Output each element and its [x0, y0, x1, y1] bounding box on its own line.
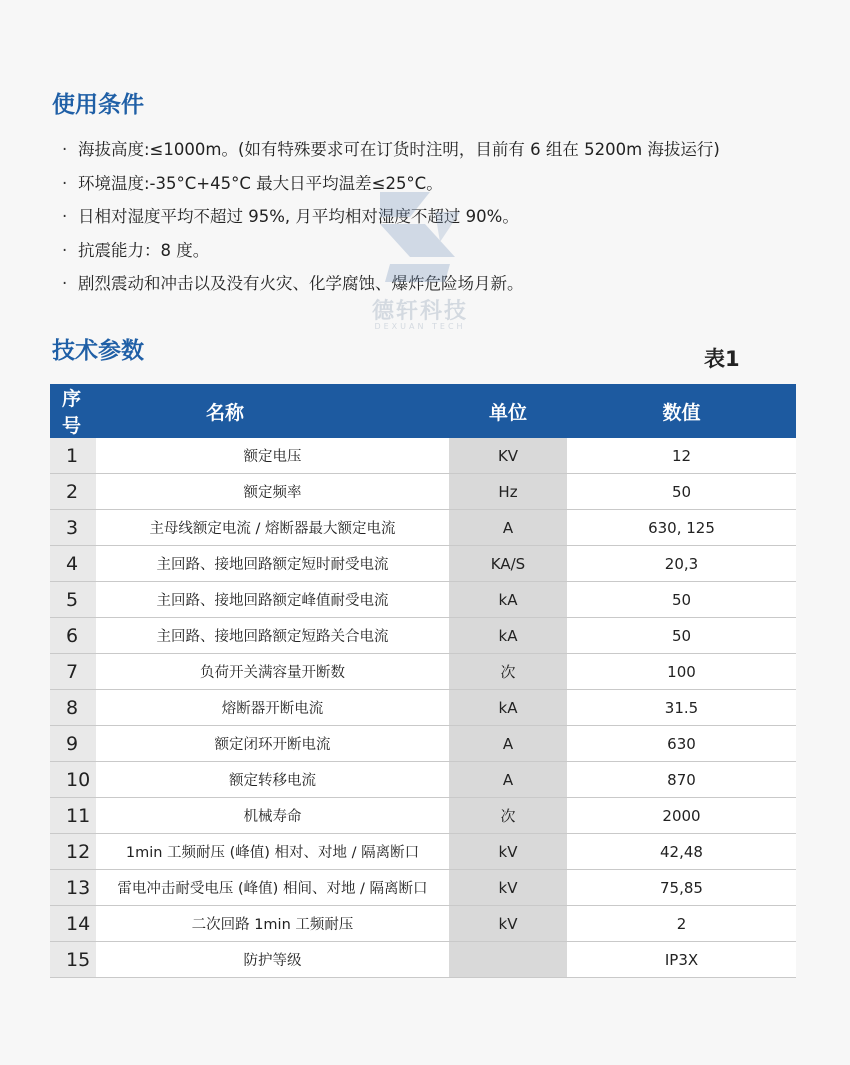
row-index: 15 — [50, 942, 96, 978]
row-value: 630, 125 — [567, 510, 796, 546]
list-item — [62, 267, 720, 301]
row-value: 50 — [567, 474, 796, 510]
row-unit: 次 — [449, 798, 567, 834]
row-index: 1 — [50, 438, 96, 474]
row-unit: Hz — [449, 474, 567, 510]
condition-text: 抗震能力：8 度。 — [78, 240, 210, 260]
table-row — [50, 546, 796, 582]
row-index: 6 — [50, 618, 96, 654]
condition-text: 日相对湿度平均不超过 95%, 月平均相对湿度不超过 90%。 — [78, 207, 519, 226]
table-row — [50, 834, 796, 870]
table-row — [50, 618, 796, 654]
row-name: 负荷开关满容量开断数 — [96, 654, 449, 690]
row-name: 二次回路 1min 工频耐压 — [96, 906, 449, 942]
row-index: 10 — [50, 762, 96, 798]
row-name: 机械寿命 — [96, 798, 449, 834]
row-index: 8 — [50, 690, 96, 726]
header-value: 数值 — [567, 384, 796, 438]
row-unit: A — [449, 762, 567, 798]
row-unit: KA/S — [449, 546, 567, 582]
row-value: IP3X — [567, 942, 796, 978]
list-item — [62, 133, 720, 167]
row-unit: kV — [449, 906, 567, 942]
header-unit: 单位 — [449, 384, 567, 438]
bullet-icon: · — [62, 240, 68, 260]
row-value: 50 — [567, 582, 796, 618]
usage-conditions-list — [62, 133, 720, 301]
row-value: 50 — [567, 618, 796, 654]
table-row — [50, 870, 796, 906]
row-value: 870 — [567, 762, 796, 798]
row-index: 7 — [50, 654, 96, 690]
row-name: 1min 工频耐压 (峰值) 相对、对地 / 隔离断口 — [96, 834, 449, 870]
list-item — [62, 200, 720, 234]
row-value: 630 — [567, 726, 796, 762]
list-item — [62, 167, 720, 201]
row-value: 20,3 — [567, 546, 796, 582]
header-name: 名称 — [96, 384, 449, 438]
table-caption: 表1 — [704, 347, 740, 371]
list-item — [62, 234, 720, 268]
row-index: 2 — [50, 474, 96, 510]
table-row — [50, 690, 796, 726]
table-row — [50, 942, 796, 978]
section-title-tech: 技术参数 — [52, 338, 144, 364]
row-value: 31.5 — [567, 690, 796, 726]
header-index: 序号 — [50, 384, 96, 438]
table-row — [50, 654, 796, 690]
table-header-row — [50, 384, 796, 438]
bullet-icon: · — [62, 140, 68, 159]
section-title-usage: 使用条件 — [52, 92, 144, 118]
table-row — [50, 906, 796, 942]
bullet-icon: · — [62, 173, 68, 193]
row-unit: 次 — [449, 654, 567, 690]
condition-text: 剧烈震动和冲击以及没有火灾、化学腐蚀、爆炸危险场月新。 — [78, 274, 524, 293]
row-name: 主回路、接地回路额定短时耐受电流 — [96, 546, 449, 582]
row-name: 主回路、接地回路额定峰值耐受电流 — [96, 582, 449, 618]
row-unit: kA — [449, 690, 567, 726]
table-row — [50, 474, 796, 510]
row-name: 雷电冲击耐受电压 (峰值) 相间、对地 / 隔离断口 — [96, 870, 449, 906]
row-index: 13 — [50, 870, 96, 906]
row-unit: kA — [449, 618, 567, 654]
table-row — [50, 510, 796, 546]
watermark-name: 德轩科技 — [371, 299, 468, 324]
row-name: 额定闭环开断电流 — [96, 726, 449, 762]
table-row — [50, 798, 796, 834]
row-index: 5 — [50, 582, 96, 618]
bullet-icon: · — [62, 274, 68, 293]
table-row — [50, 762, 796, 798]
row-name: 防护等级 — [96, 942, 449, 978]
condition-text: 环境温度:-35°C+45°C 最大日平均温差≤25°C。 — [78, 173, 443, 193]
row-index: 12 — [50, 834, 96, 870]
row-value: 42,48 — [567, 834, 796, 870]
row-name: 主回路、接地回路额定短路关合电流 — [96, 618, 449, 654]
row-index: 11 — [50, 798, 96, 834]
row-name: 额定电压 — [96, 438, 449, 474]
row-index: 9 — [50, 726, 96, 762]
row-value: 2000 — [567, 798, 796, 834]
row-value: 2 — [567, 906, 796, 942]
row-unit — [449, 942, 567, 978]
row-index: 3 — [50, 510, 96, 546]
row-value: 12 — [567, 438, 796, 474]
watermark-subtitle: DEXUAN TECH — [374, 322, 466, 331]
row-name: 额定转移电流 — [96, 762, 449, 798]
row-unit: A — [449, 510, 567, 546]
row-unit: kV — [449, 834, 567, 870]
row-unit: kV — [449, 870, 567, 906]
table-row — [50, 438, 796, 474]
row-index: 14 — [50, 906, 96, 942]
bullet-icon: · — [62, 207, 68, 226]
table-row — [50, 726, 796, 762]
row-unit: kA — [449, 582, 567, 618]
row-value: 75,85 — [567, 870, 796, 906]
table-row — [50, 582, 796, 618]
row-name: 额定频率 — [96, 474, 449, 510]
condition-text: 海拔高度:≤1000m。(如有特殊要求可在订货时注明，目前有 6 组在 5200m 海拔运行) — [78, 140, 720, 159]
row-name: 熔断器开断电流 — [96, 690, 449, 726]
spec-table — [50, 384, 796, 978]
row-value: 100 — [567, 654, 796, 690]
row-index: 4 — [50, 546, 96, 582]
row-name: 主母线额定电流 / 熔断器最大额定电流 — [96, 510, 449, 546]
row-unit: KV — [449, 438, 567, 474]
row-unit: A — [449, 726, 567, 762]
